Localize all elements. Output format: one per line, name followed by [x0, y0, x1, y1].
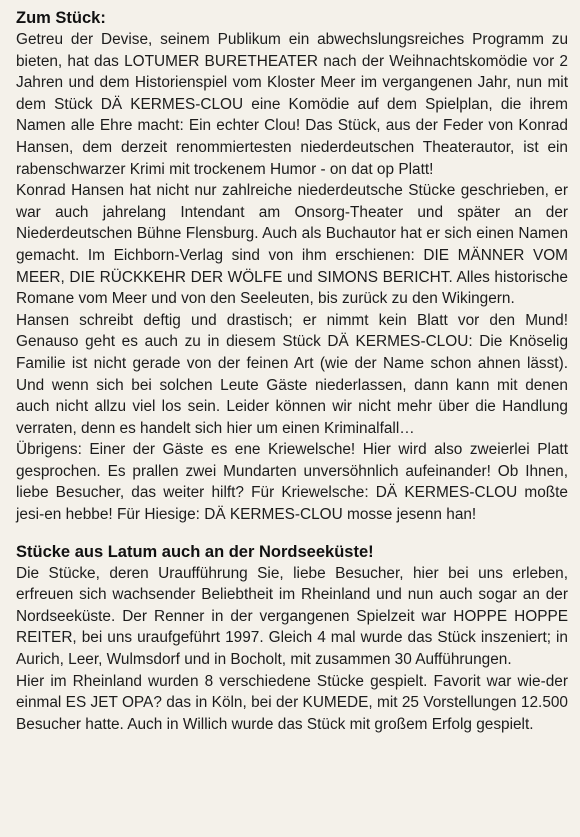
section-nordseekueste: [16, 542, 568, 736]
section-spacer: [16, 526, 568, 542]
paragraph: Die Stücke, deren Uraufführung Sie, liebe Besucher, hier bei uns erleben, erfreuen sich wachsender Beliebtheit im Rheinland und nun auch sogar an der Nordseeküste. Der Renner in der vergangenen Spielzeit war HOPPE HOPPE REITER, bei uns uraufgeführt 1997. Gleich 4 mal wurde das Stück inszeniert; in Aurich, Leer, Wulmsdorf und in Bocholt, mit zusammen 30 Aufführungen.: [16, 564, 568, 669]
paragraph: Konrad Hansen hat nicht nur zahlreiche niederdeutsche Stücke geschrieben, er war auch jahrelang Intendant am Onsorg-Theater und später an der Niederdeutschen Bühne Flensburg. Auch als Buchautor hat er sich einen Namen gemacht. Im Eichborn-Verlag sind von ihm erschienen: DIE MÄNNER VOM MEER, DIE RÜCKKEHR DER WÖLFE und SIMONS BERICHT. Alles historische Romane vom Meer und von den Seeleuten, bis zurück zu den Wikingern.: [16, 182, 568, 308]
paragraph: Übrigens: Einer der Gäste es ene Kriewelsche! Hier wird also zweierlei Platt gesprochen. Es prallen zwei Mundarten unversöhnlich aufeinander! Ob Ihnen, liebe Besucher, das weiter hilft? Für Kriewelsche: DÄ KERMES-CLOU moßte jesi-en hebbe! Für Hiesige: DÄ KERMES-CLOU mosse jesenn han!: [16, 441, 568, 524]
paragraph: Getreu der Devise, seinem Publikum ein abwechslungsreiches Programm zu bieten, hat das LOTUMER BURETHEATER nach der Weihnachtskomödie vor 2 Jahren und dem Historienspiel vom Kloster Meer im vergangenen Jahr, nun mit dem Stück DÄ KERMES-CLOU eine Komödie auf dem Spielplan, die ihrem Namen alle Ehre macht: Ein echter Clou! Das Stück, aus der Feder von Konrad Hansen, dem derzeit renommiertesten niederdeutschen Theaterautor, ist ein rabenschwarzer Krimi mit trockenem Humor - on dat op Platt!: [16, 31, 568, 178]
section-title: Stücke aus Latum auch an der Nordseeküste!: [16, 542, 374, 561]
section-title: Zum Stück:: [16, 9, 106, 27]
paragraph: Hier im Rheinland wurden 8 verschiedene Stücke gespielt. Favorit war wie-der einmal ES JET OPA? das in Köln, bei der KUMEDE, mit 25 Vorstellungen 12.500 Besucher hatte. Auch in Willich wurde das Stück mit großem Erfolg gespielt.: [16, 672, 568, 733]
paragraph: Hansen schreibt deftig und drastisch; er nimmt kein Blatt vor den Mund! Genauso geht es auch zu in diesem Stück DÄ KERMES-CLOU: Die Knöselig Familie ist nicht gerade von der feinen Art (wie der Name schon ahnen lässt). Und wenn sich bei solchen Leute Gäste niederlassen, dann kann mit denen auch nicht allzu viel los sein. Leider können wir nicht mehr über die Handlung verraten, denn es handelt sich hier um einen Kriminalfall…: [16, 311, 568, 437]
section-zum-stueck: [16, 8, 568, 526]
